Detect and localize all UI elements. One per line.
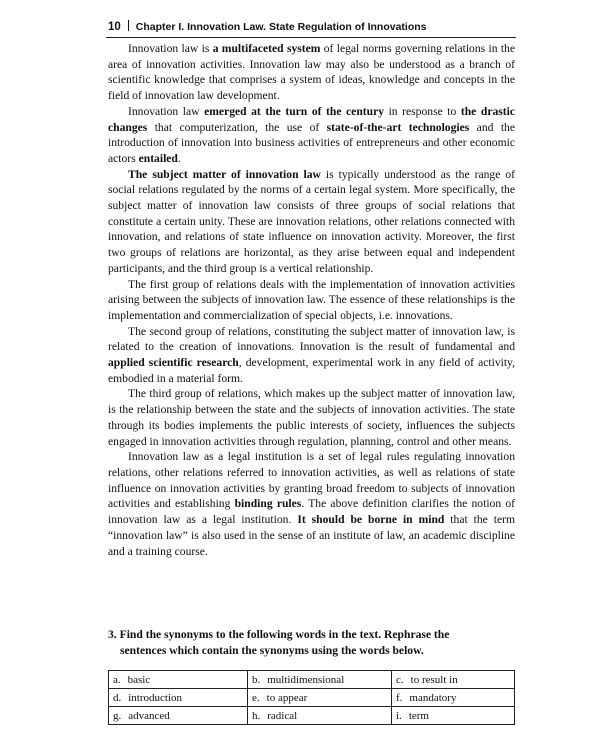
text-run: . The above definition clarifies the notion of innovation law as a legal institution. <box>108 497 515 527</box>
word-label: h. <box>252 709 261 722</box>
bold-term: entailed <box>138 151 178 165</box>
word-table <box>108 670 515 725</box>
text-run: , development, experimental work in any field of activity, embodied in a material form. <box>108 356 515 385</box>
word-label: e. <box>252 691 260 704</box>
body-text <box>108 41 515 559</box>
text-run: Innovation law <box>128 104 205 118</box>
word-label: g. <box>113 709 122 722</box>
word-table-cell <box>392 671 515 689</box>
bold-term: applied scientific research <box>108 356 239 370</box>
word-label: d. <box>113 691 122 704</box>
paragraph <box>108 104 515 167</box>
paragraph <box>108 386 515 449</box>
paragraph <box>108 449 515 559</box>
word-text: to result in <box>410 673 458 686</box>
word-label: i. <box>396 709 402 722</box>
word-text: radical <box>267 709 298 722</box>
exercise-line-2: sentences which contain the synonyms using the words below. <box>120 643 424 657</box>
bold-term: the drastic changes <box>108 104 515 134</box>
bold-term: state-of-the-art technologies <box>326 120 470 134</box>
exercise-instruction <box>108 627 515 658</box>
word-table-row <box>109 671 515 689</box>
text-run: . <box>177 151 181 165</box>
word-table-cell <box>109 689 248 707</box>
word-table-cell <box>392 707 515 725</box>
text-run: of legal norms governing relations in the area of innovation activities. Innovation law may also be understood as a branch of scientific knowledge that comprises a system of ideas, knowledge and concepts in the field of innovation law development. <box>108 42 515 103</box>
exercise-number: 3. <box>108 628 117 641</box>
word-label: f. <box>396 691 403 704</box>
word-label: c. <box>396 673 404 686</box>
text-run: is typically understood as the range of social relations regulated by the norms of a certain legal system. More specifically, the subject matter of innovation law consists of three groups of social relations that constitute a certain unity. These are innovation relations, other relations connected with innovation, and relations of state influence on innovation activity. Moreover, the first two groups of relations are horizontal, as they arise between equal and independent participants, and the third group is a vertical relationship. <box>108 167 515 275</box>
paragraph <box>108 167 515 277</box>
bold-term: a multifaceted system <box>212 42 321 55</box>
bold-term: The subject matter of innovation law <box>128 167 321 181</box>
header-divider <box>128 20 129 31</box>
paragraph <box>108 277 515 324</box>
paragraph <box>108 324 515 387</box>
word-table-cell <box>248 707 392 725</box>
word-text: term <box>408 709 429 722</box>
header-rule <box>106 37 516 38</box>
word-table-row <box>109 689 515 707</box>
word-table-cell <box>109 707 248 725</box>
text-run: The second group of relations, constituting the subject matter of innovation law, is related to the creation of innovations. Innovation is the result of fundamental and <box>108 324 515 354</box>
word-label: a. <box>113 673 121 686</box>
text-run: The first group of relations deals with the implementation of innovation activities arising between the subjects of innovation law. The essence of these relationships is the implementation and commercialization of special objects, i.e. innovations. <box>108 277 515 322</box>
text-run: in response to <box>384 104 461 118</box>
word-table-cell <box>248 671 392 689</box>
word-table-row <box>109 707 515 725</box>
paragraph <box>108 41 515 104</box>
running-header <box>108 20 427 33</box>
bold-term: emerged at the turn of the century <box>204 104 385 118</box>
word-table-cell <box>109 671 248 689</box>
exercise-line-1: Find the synonyms to the following words in the text. Rephrase the <box>119 628 450 641</box>
bold-term: binding rules <box>234 497 302 511</box>
text-run: The third group of relations, which makes up the subject matter of innovation law, is the relationship between the state and the subjects of innovation activities. The state through its bodies implements the public interests of society, influences the subjects engaged in innovation activities through regulation, planning, control and other means. <box>108 387 515 448</box>
word-text: introduction <box>128 691 183 704</box>
text-run: that the term “innovation law” is also used in the sense of an institute of law, an academic discipline and a training course. <box>108 513 515 558</box>
word-text: advanced <box>128 709 170 722</box>
text-run: Innovation law as a legal institution is a set of legal rules regulating innovation relations, other relations referred to innovation activities, as well as relations of state influence on innovation activities by granting broad freedom to subjects of innovation activities and establishing <box>108 450 515 511</box>
text-run: Innovation law is <box>128 42 213 55</box>
word-text: multidimensional <box>267 673 345 686</box>
word-table-cell <box>248 689 392 707</box>
word-table-cell <box>392 689 515 707</box>
word-text: to appear <box>266 691 308 704</box>
chapter-title: Chapter I. Innovation Law. State Regulation of Innovations <box>135 21 427 33</box>
word-text: basic <box>127 673 151 686</box>
text-run: that computerization, the use of <box>147 120 327 134</box>
bold-term: It should be borne in mind <box>297 513 445 527</box>
word-label: b. <box>252 673 261 686</box>
word-text: mandatory <box>409 691 457 704</box>
page-number: 10 <box>108 21 121 33</box>
text-run: and the introduction of innovation into business activities of entrepreneurs and other economic actors <box>108 120 515 165</box>
